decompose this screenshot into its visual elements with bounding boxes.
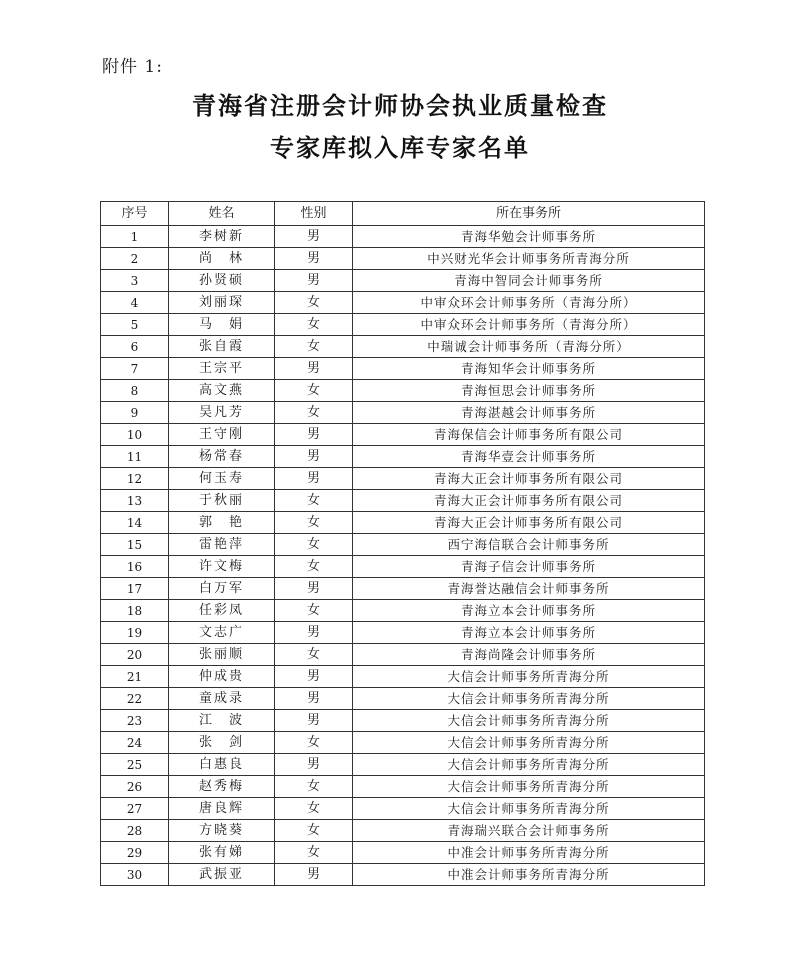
table-row <box>101 666 705 688</box>
cell-index: 20 <box>101 644 169 666</box>
table-row <box>101 710 705 732</box>
cell-name: 唐良辉 <box>169 798 275 820</box>
cell-gender: 女 <box>275 556 353 578</box>
table-row <box>101 490 705 512</box>
table-row <box>101 358 705 380</box>
cell-name: 童成录 <box>169 688 275 710</box>
cell-gender: 男 <box>275 578 353 600</box>
cell-index: 6 <box>101 336 169 358</box>
table-row <box>101 534 705 556</box>
expert-roster-table <box>100 201 705 886</box>
cell-name: 许文梅 <box>169 556 275 578</box>
cell-index: 3 <box>101 270 169 292</box>
cell-gender: 女 <box>275 732 353 754</box>
cell-firm: 青海知华会计师事务所 <box>353 358 705 380</box>
cell-firm: 中准会计师事务所青海分所 <box>353 842 705 864</box>
table-row <box>101 688 705 710</box>
cell-gender: 女 <box>275 380 353 402</box>
cell-index: 28 <box>101 820 169 842</box>
cell-name: 武振亚 <box>169 864 275 886</box>
table-row <box>101 842 705 864</box>
cell-firm: 青海瑞兴联合会计师事务所 <box>353 820 705 842</box>
cell-index: 11 <box>101 446 169 468</box>
cell-index: 10 <box>101 424 169 446</box>
document-title-line-1: 青海省注册会计师协会执业质量检查 <box>192 92 608 120</box>
cell-gender: 女 <box>275 314 353 336</box>
table-row <box>101 798 705 820</box>
cell-firm: 大信会计师事务所青海分所 <box>353 666 705 688</box>
cell-gender: 男 <box>275 424 353 446</box>
cell-firm: 中审众环会计师事务所（青海分所） <box>353 314 705 336</box>
cell-firm: 青海湛越会计师事务所 <box>353 402 705 424</box>
cell-name: 孙贤硕 <box>169 270 275 292</box>
cell-gender: 女 <box>275 402 353 424</box>
cell-firm: 中兴财光华会计师事务所青海分所 <box>353 248 705 270</box>
cell-gender: 男 <box>275 754 353 776</box>
table-row <box>101 226 705 248</box>
cell-name: 方晓葵 <box>169 820 275 842</box>
table-row <box>101 600 705 622</box>
table-row <box>101 424 705 446</box>
cell-gender: 女 <box>275 600 353 622</box>
cell-index: 1 <box>101 226 169 248</box>
cell-gender: 女 <box>275 776 353 798</box>
cell-firm: 西宁海信联合会计师事务所 <box>353 534 705 556</box>
cell-gender: 男 <box>275 358 353 380</box>
cell-name: 白万军 <box>169 578 275 600</box>
cell-name: 马 娟 <box>169 314 275 336</box>
cell-name: 何玉寿 <box>169 468 275 490</box>
cell-gender: 男 <box>275 688 353 710</box>
cell-index: 23 <box>101 710 169 732</box>
cell-index: 30 <box>101 864 169 886</box>
cell-index: 19 <box>101 622 169 644</box>
cell-gender: 男 <box>275 270 353 292</box>
cell-index: 17 <box>101 578 169 600</box>
cell-name: 张 剑 <box>169 732 275 754</box>
table-row <box>101 754 705 776</box>
cell-gender: 女 <box>275 490 353 512</box>
cell-name: 赵秀梅 <box>169 776 275 798</box>
table-row <box>101 732 705 754</box>
cell-name: 雷艳萍 <box>169 534 275 556</box>
cell-gender: 男 <box>275 248 353 270</box>
cell-gender: 女 <box>275 512 353 534</box>
cell-index: 9 <box>101 402 169 424</box>
cell-index: 7 <box>101 358 169 380</box>
table-body <box>101 226 705 886</box>
cell-firm: 大信会计师事务所青海分所 <box>353 688 705 710</box>
cell-index: 26 <box>101 776 169 798</box>
table-row <box>101 622 705 644</box>
cell-name: 文志广 <box>169 622 275 644</box>
cell-index: 22 <box>101 688 169 710</box>
cell-firm: 中准会计师事务所青海分所 <box>353 864 705 886</box>
cell-index: 24 <box>101 732 169 754</box>
table-row <box>101 248 705 270</box>
cell-firm: 青海华勉会计师事务所 <box>353 226 705 248</box>
table-row <box>101 314 705 336</box>
cell-firm: 青海立本会计师事务所 <box>353 622 705 644</box>
cell-name: 任彩凤 <box>169 600 275 622</box>
cell-firm: 青海子信会计师事务所 <box>353 556 705 578</box>
cell-gender: 女 <box>275 842 353 864</box>
table-row <box>101 402 705 424</box>
cell-gender: 女 <box>275 798 353 820</box>
cell-name: 刘丽琛 <box>169 292 275 314</box>
cell-name: 仲成贵 <box>169 666 275 688</box>
cell-name: 江 波 <box>169 710 275 732</box>
table-row <box>101 820 705 842</box>
cell-gender: 男 <box>275 864 353 886</box>
cell-firm: 青海大正会计师事务所有限公司 <box>353 512 705 534</box>
table-row <box>101 446 705 468</box>
cell-firm: 大信会计师事务所青海分所 <box>353 710 705 732</box>
cell-firm: 中瑞诚会计师事务所（青海分所） <box>353 336 705 358</box>
cell-gender: 男 <box>275 622 353 644</box>
cell-gender: 女 <box>275 644 353 666</box>
cell-name: 白惠良 <box>169 754 275 776</box>
cell-index: 18 <box>101 600 169 622</box>
table-row <box>101 380 705 402</box>
cell-gender: 女 <box>275 292 353 314</box>
cell-firm: 青海大正会计师事务所有限公司 <box>353 490 705 512</box>
cell-name: 王守刚 <box>169 424 275 446</box>
cell-firm: 青海大正会计师事务所有限公司 <box>353 468 705 490</box>
table-row <box>101 644 705 666</box>
cell-index: 14 <box>101 512 169 534</box>
cell-firm: 青海立本会计师事务所 <box>353 600 705 622</box>
cell-gender: 女 <box>275 336 353 358</box>
cell-name: 王宗平 <box>169 358 275 380</box>
cell-firm: 青海誉达融信会计师事务所 <box>353 578 705 600</box>
cell-gender: 男 <box>275 468 353 490</box>
table-row <box>101 336 705 358</box>
cell-firm: 青海华壹会计师事务所 <box>353 446 705 468</box>
attachment-label: 附件 1: <box>102 57 163 77</box>
header-index: 序号 <box>101 202 169 226</box>
table-row <box>101 292 705 314</box>
cell-gender: 男 <box>275 446 353 468</box>
cell-index: 8 <box>101 380 169 402</box>
table-header-row <box>101 202 705 226</box>
cell-index: 2 <box>101 248 169 270</box>
header-gender: 性别 <box>275 202 353 226</box>
cell-name: 张自霞 <box>169 336 275 358</box>
cell-firm: 青海中智同会计师事务所 <box>353 270 705 292</box>
header-firm: 所在事务所 <box>353 202 705 226</box>
cell-name: 于秋丽 <box>169 490 275 512</box>
cell-firm: 大信会计师事务所青海分所 <box>353 732 705 754</box>
cell-index: 12 <box>101 468 169 490</box>
table-row <box>101 556 705 578</box>
table-row <box>101 468 705 490</box>
cell-name: 张有娣 <box>169 842 275 864</box>
cell-firm: 大信会计师事务所青海分所 <box>353 798 705 820</box>
cell-index: 25 <box>101 754 169 776</box>
cell-gender: 女 <box>275 534 353 556</box>
cell-gender: 女 <box>275 820 353 842</box>
cell-firm: 中审众环会计师事务所（青海分所） <box>353 292 705 314</box>
cell-name: 李树新 <box>169 226 275 248</box>
cell-gender: 男 <box>275 666 353 688</box>
cell-firm: 青海恒思会计师事务所 <box>353 380 705 402</box>
cell-index: 29 <box>101 842 169 864</box>
table-row <box>101 270 705 292</box>
cell-index: 13 <box>101 490 169 512</box>
table-row <box>101 776 705 798</box>
cell-gender: 男 <box>275 710 353 732</box>
cell-name: 杨常春 <box>169 446 275 468</box>
cell-name: 张丽顺 <box>169 644 275 666</box>
table-row <box>101 864 705 886</box>
cell-index: 27 <box>101 798 169 820</box>
cell-name: 尚 林 <box>169 248 275 270</box>
cell-index: 15 <box>101 534 169 556</box>
cell-gender: 男 <box>275 226 353 248</box>
cell-name: 郭 艳 <box>169 512 275 534</box>
document-title-line-2: 专家库拟入库专家名单 <box>270 134 530 162</box>
cell-firm: 青海保信会计师事务所有限公司 <box>353 424 705 446</box>
cell-firm: 大信会计师事务所青海分所 <box>353 776 705 798</box>
header-name: 姓名 <box>169 202 275 226</box>
table-row <box>101 512 705 534</box>
cell-index: 4 <box>101 292 169 314</box>
cell-name: 吴凡芳 <box>169 402 275 424</box>
cell-name: 高文燕 <box>169 380 275 402</box>
cell-firm: 大信会计师事务所青海分所 <box>353 754 705 776</box>
cell-index: 5 <box>101 314 169 336</box>
cell-index: 21 <box>101 666 169 688</box>
cell-firm: 青海尚隆会计师事务所 <box>353 644 705 666</box>
table-row <box>101 578 705 600</box>
cell-index: 16 <box>101 556 169 578</box>
